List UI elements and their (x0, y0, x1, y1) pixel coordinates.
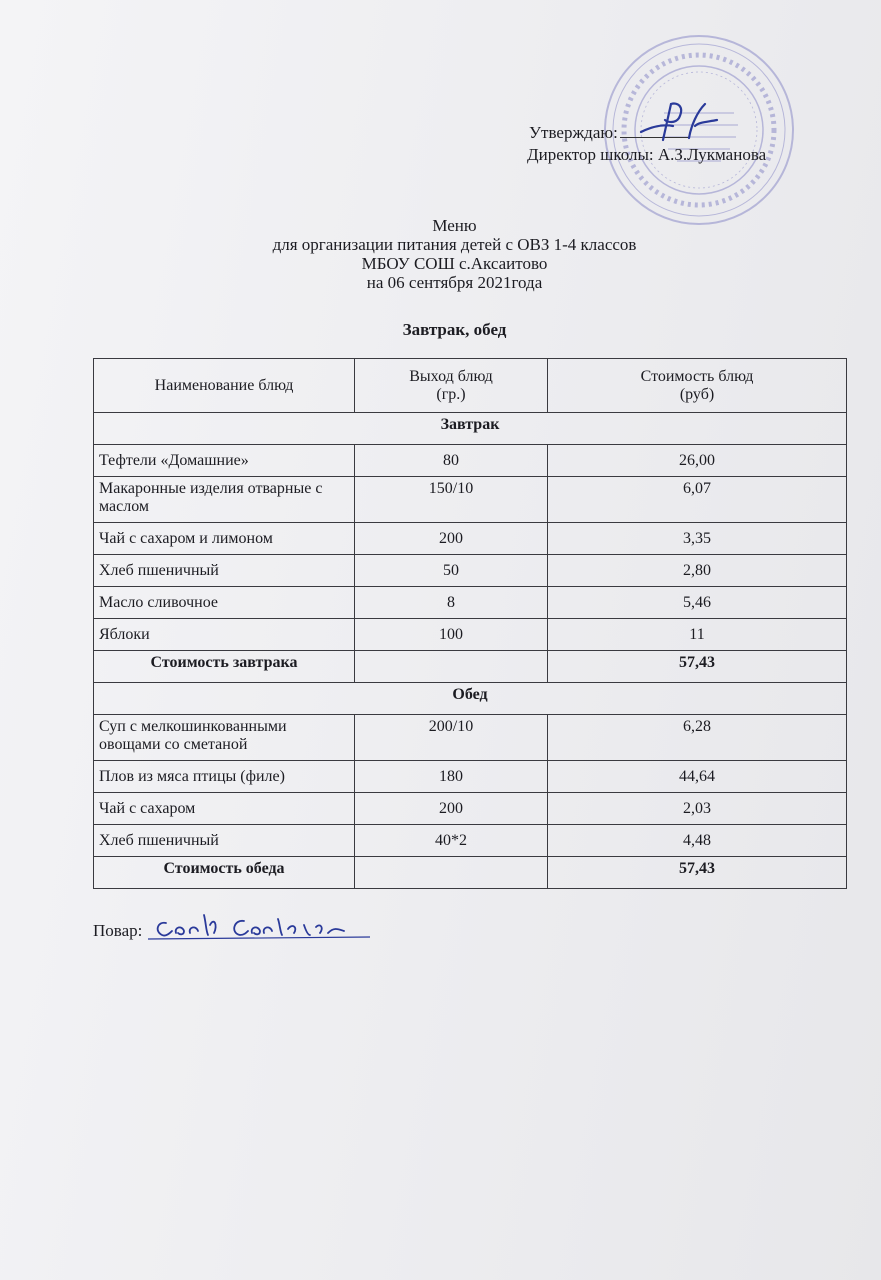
total-row-breakfast (94, 651, 847, 683)
director-signature (633, 96, 723, 146)
title-line-3: МБОУ СОШ с.Аксаитово (361, 254, 548, 273)
dish-yield: 180 (355, 761, 548, 793)
meal-subtitle: Завтрак, обед (402, 320, 507, 339)
table-row (94, 793, 847, 825)
header-cost (548, 359, 847, 413)
total-empty-cell (355, 857, 548, 889)
total-value-breakfast: 57,43 (548, 651, 847, 683)
table-row (94, 825, 847, 857)
header-dish-name: Наименование блюд (94, 359, 355, 413)
cook-label: Повар: (93, 921, 143, 940)
dish-name: Суп с мелкошинкованными овощами со сметаной (94, 715, 355, 761)
dish-cost: 6,28 (548, 715, 847, 761)
section-label-lunch: Обед (94, 683, 847, 715)
dish-yield: 200 (355, 523, 548, 555)
dish-name: Яблоки (94, 619, 355, 651)
table-row (94, 523, 847, 555)
dish-cost: 5,46 (548, 587, 847, 619)
dish-yield: 8 (355, 587, 548, 619)
section-label-breakfast: Завтрак (94, 413, 847, 445)
dish-cost: 44,64 (548, 761, 847, 793)
header-yield (355, 359, 548, 413)
header-yield-line2: (гр.) (436, 386, 466, 403)
dish-name: Макаронные изделия отварные с маслом (94, 477, 355, 523)
dish-cost: 11 (548, 619, 847, 651)
dish-cost: 26,00 (548, 445, 847, 477)
dish-yield: 200 (355, 793, 548, 825)
dish-yield: 200/10 (355, 715, 548, 761)
director-line: Директор школы: А.З.Лукманова (527, 145, 767, 164)
table-row (94, 715, 847, 761)
dish-yield: 150/10 (355, 477, 548, 523)
title-line-4: на 06 сентября 2021года (366, 273, 543, 292)
dish-yield: 80 (355, 445, 548, 477)
cook-signature (148, 905, 370, 945)
total-empty-cell (355, 651, 548, 683)
document-title (0, 216, 881, 292)
header-cost-line2: (руб) (679, 386, 715, 403)
dish-name: Масло сливочное (94, 587, 355, 619)
total-row-lunch (94, 857, 847, 889)
table-row (94, 619, 847, 651)
header-cost-line1: Стоимость блюд (640, 368, 754, 385)
dish-cost: 2,80 (548, 555, 847, 587)
dish-yield: 50 (355, 555, 548, 587)
dish-name: Тефтели «Домашние» (94, 445, 355, 477)
total-value-lunch: 57,43 (548, 857, 847, 889)
dish-name: Хлеб пшеничный (94, 555, 355, 587)
dish-name: Чай с сахаром (94, 793, 355, 825)
dish-name: Чай с сахаром и лимоном (94, 523, 355, 555)
table-row (94, 555, 847, 587)
dish-name: Хлеб пшеничный (94, 825, 355, 857)
dish-cost: 3,35 (548, 523, 847, 555)
total-label-breakfast: Стоимость завтрака (94, 651, 355, 683)
dish-cost: 6,07 (548, 477, 847, 523)
dish-yield: 100 (355, 619, 548, 651)
total-label-lunch: Стоимость обеда (94, 857, 355, 889)
menu-table (93, 358, 847, 889)
dish-cost: 2,03 (548, 793, 847, 825)
section-row-lunch (94, 683, 847, 715)
table-row (94, 761, 847, 793)
section-row-breakfast (94, 413, 847, 445)
table-row (94, 477, 847, 523)
title-line-1: Меню (432, 216, 477, 235)
table-header-row (94, 359, 847, 413)
dish-yield: 40*2 (355, 825, 548, 857)
table-row (94, 445, 847, 477)
header-yield-line1: Выход блюд (409, 368, 493, 385)
dish-cost: 4,48 (548, 825, 847, 857)
title-line-2: для организации питания детей с ОВЗ 1-4 классов (272, 235, 637, 254)
approve-label: Утверждаю: (529, 123, 618, 142)
dish-name: Плов из мяса птицы (филе) (94, 761, 355, 793)
table-row (94, 587, 847, 619)
